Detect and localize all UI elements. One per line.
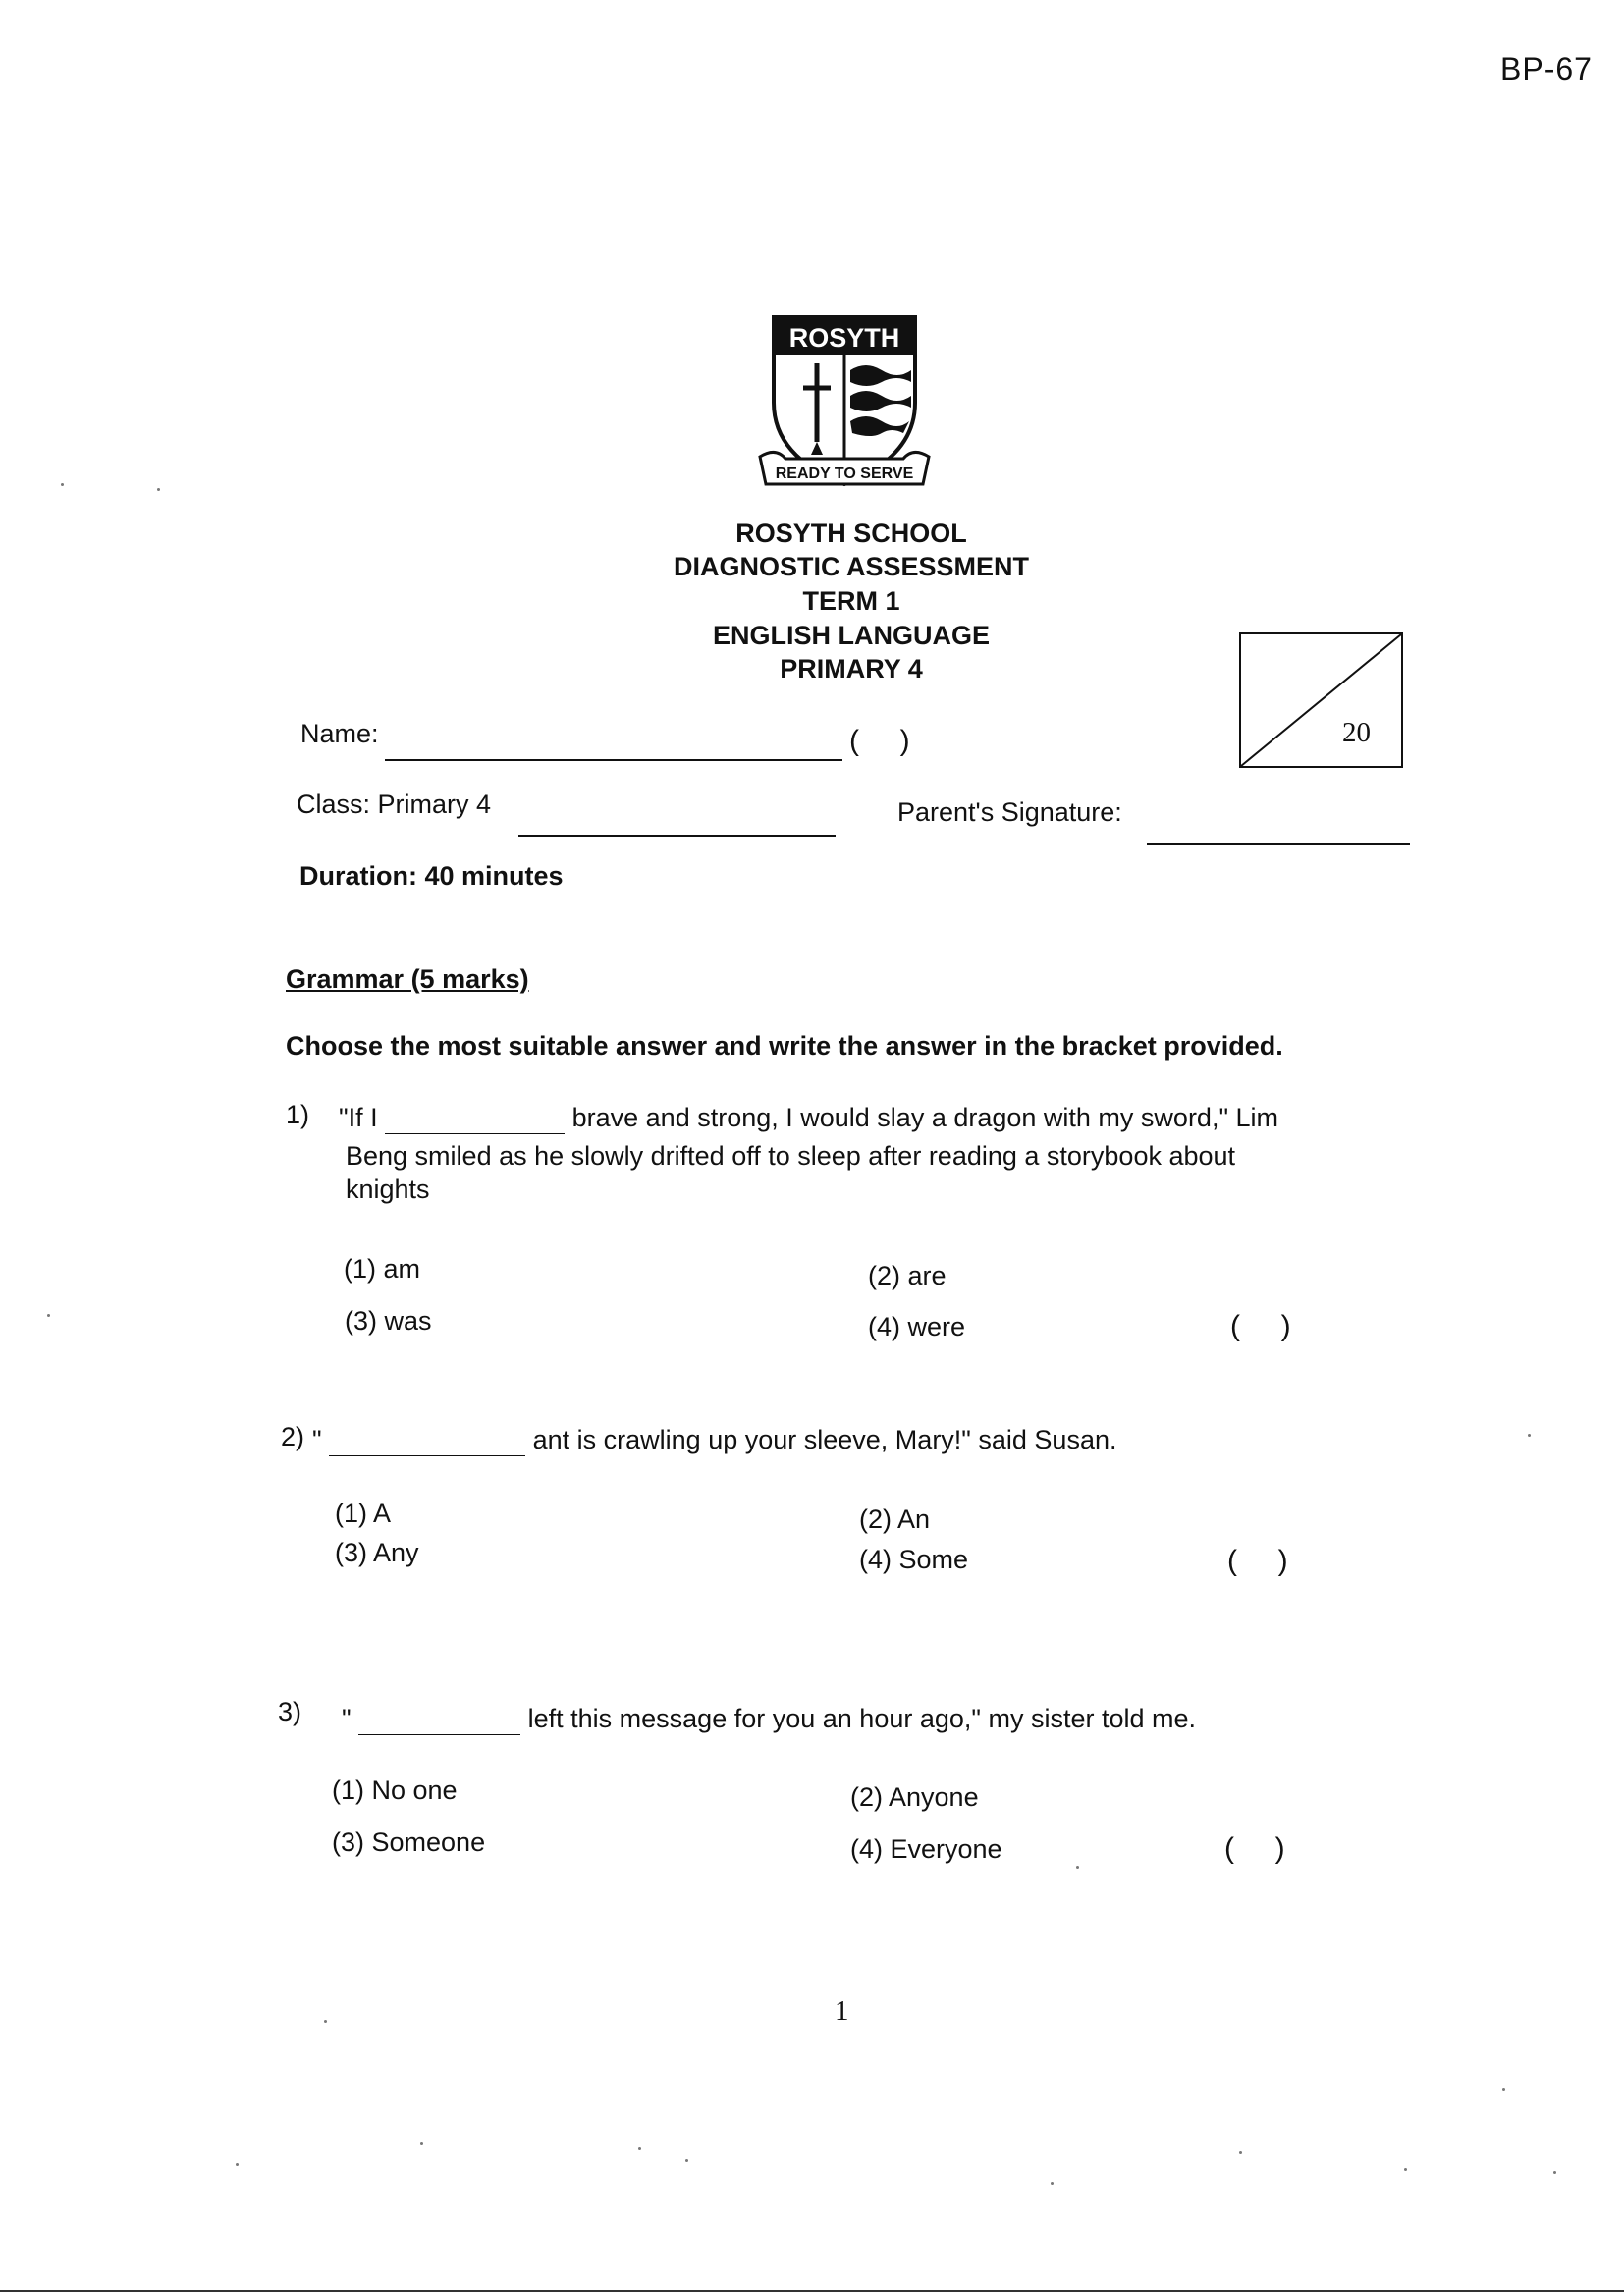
option-2: (2) An	[859, 1504, 931, 1534]
section-title: Grammar (5 marks)	[286, 964, 529, 994]
crest-banner-text: ROSYTH	[788, 323, 900, 353]
duration-label: Duration: 40 minutes	[299, 861, 564, 891]
option-2: (2) Anyone	[850, 1782, 979, 1812]
name-field[interactable]	[385, 759, 842, 761]
crest-motto: READY TO SERVE	[775, 465, 914, 482]
answer-blank	[385, 1103, 565, 1134]
parent-signature-label: Parent's Signature:	[897, 797, 1122, 827]
option-4: (4) were	[868, 1312, 966, 1341]
option-2: (2) are	[868, 1261, 947, 1290]
option-3: (3) Any	[335, 1538, 419, 1567]
answer-blank	[329, 1425, 525, 1456]
class-field[interactable]	[518, 835, 836, 837]
answer-bracket[interactable]: ( )	[1230, 1310, 1291, 1342]
question-stem-post: brave and strong, I would slay a dragon with my sword," Lim	[571, 1103, 1279, 1132]
assessment-title: DIAGNOSTIC ASSESSMENT	[673, 552, 1030, 581]
option-3: (3) Someone	[332, 1828, 486, 1857]
school-name: ROSYTH SCHOOL	[735, 519, 967, 548]
subject-label: ENGLISH LANGUAGE	[712, 621, 990, 650]
answer-bracket[interactable]: ( )	[1227, 1545, 1288, 1577]
question-stem-line1	[342, 1704, 1196, 1735]
question-stem-line1	[339, 1103, 1278, 1134]
option-4: (4) Everyone	[850, 1834, 1002, 1864]
answer-bracket[interactable]: ( )	[1224, 1832, 1285, 1865]
school-crest-logo	[756, 309, 933, 496]
name-label: Name:	[300, 719, 379, 748]
score-box	[1239, 632, 1403, 768]
answer-blank	[358, 1704, 520, 1735]
option-1: (1) A	[335, 1499, 392, 1528]
class-label: Class: Primary 4	[297, 790, 492, 819]
question-stem-line1	[312, 1425, 1116, 1456]
page-number: 1	[835, 1995, 849, 2027]
question-stem-post: left this message for you an hour ago," my sister told me.	[527, 1704, 1197, 1733]
document-code: BP-67	[1500, 51, 1593, 86]
section-instruction: Choose the most suitable answer and write the answer in the bracket provided.	[286, 1031, 1283, 1061]
bottom-rule	[0, 2290, 1624, 2292]
option-1: (1) am	[344, 1254, 421, 1284]
question-number: 2)	[281, 1422, 305, 1451]
term-label: TERM 1	[802, 586, 900, 616]
question-stem-post: ant is crawling up your sleeve, Mary!" said Susan.	[532, 1425, 1117, 1454]
question-stem-line3: knights	[346, 1175, 430, 1204]
score-divider	[1241, 634, 1401, 766]
question-stem-pre: "	[342, 1704, 352, 1733]
question-number: 3)	[278, 1697, 302, 1726]
level-label: PRIMARY 4	[780, 654, 923, 683]
option-1: (1) No one	[332, 1776, 458, 1805]
question-stem-pre: "	[312, 1425, 322, 1454]
question-number: 1)	[286, 1100, 310, 1129]
option-3: (3) was	[345, 1306, 432, 1336]
crest-icon	[756, 309, 933, 496]
score-total: 20	[1342, 717, 1371, 748]
option-4: (4) Some	[859, 1545, 969, 1574]
register-number-bracket[interactable]: ( )	[849, 725, 910, 757]
question-stem-pre: "If I	[339, 1103, 378, 1132]
parent-signature-field[interactable]	[1147, 843, 1410, 845]
question-stem-line2: Beng smiled as he slowly drifted off to sleep after reading a storybook about	[346, 1141, 1236, 1171]
